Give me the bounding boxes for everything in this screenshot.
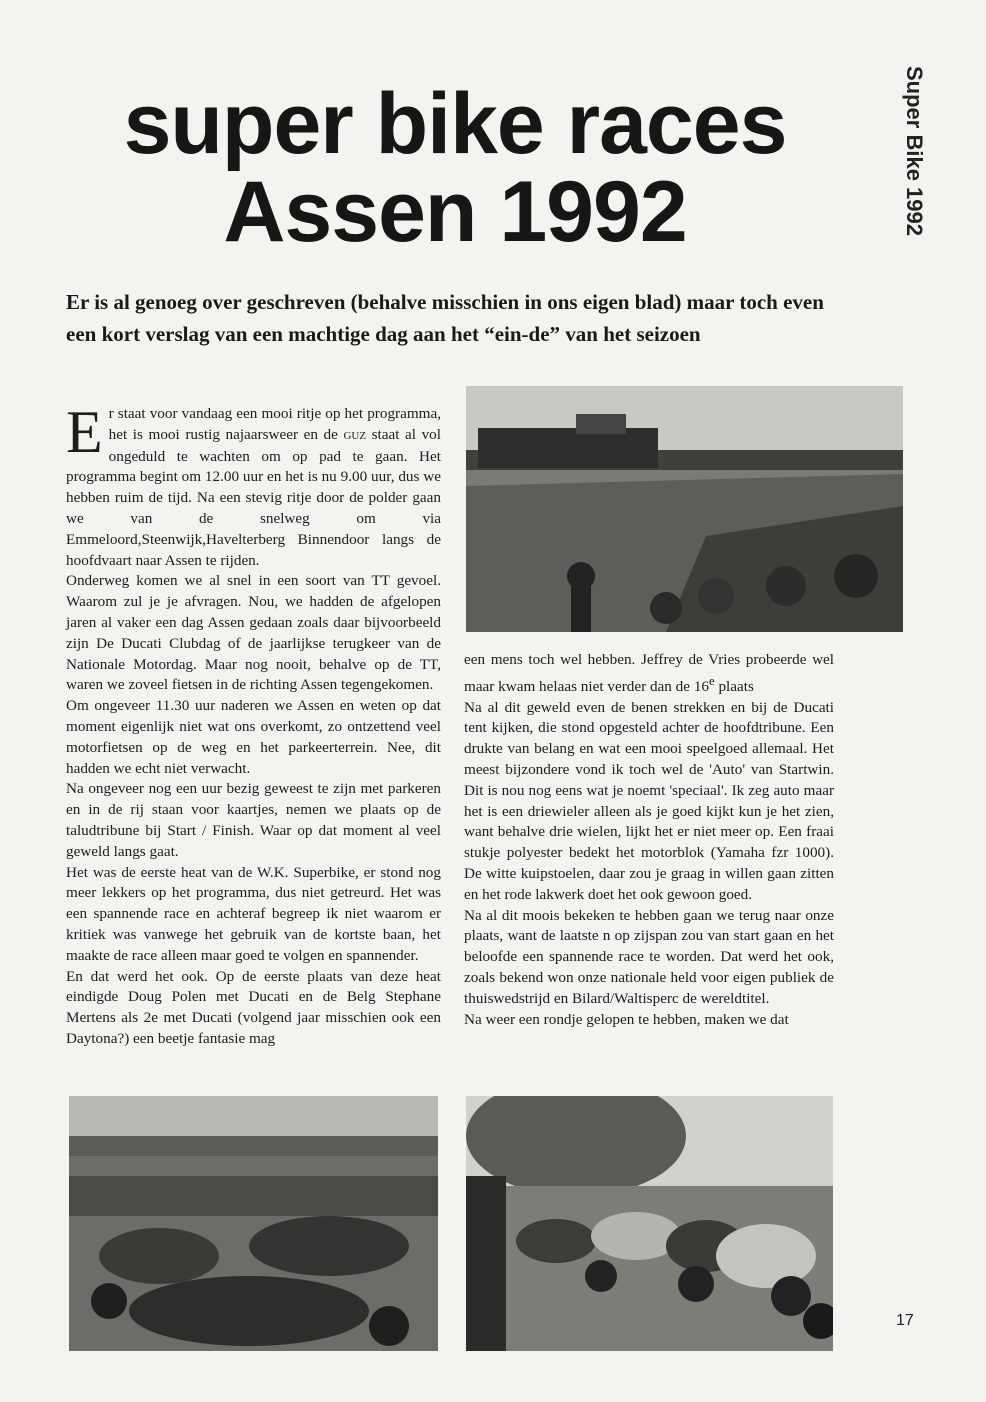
paragraph: Na al dit geweld even de benen strekken en bij de Ducati tent kijken, die stond opgesteld achter de hoofdtribune. Een drukte van belang en wat een mooi speelgoed allemaal. Het meest bijzondere vond ik toch wel de 'Auto' van Startwin. Dit is nou nog eens wat je noemt 'speciaal'. Ik zeg auto maar het is een driewieler alleen als je goed kijkt kun je het zien, want behalve drie wielen, lijkt het er niet meer op. Een fraai stukje polyester bedekt het motorblok (Yamaha fzr 1000). De witte kuipstoelen, daar zou je graag in willen gaan zitten en het rode lakwerk doet het ook gewoon goed. [464,698,834,903]
paragraph: Na ongeveer nog een uur bezig geweest te zijn met parkeren en in de rij staan voor kaartjes, nemen we plaats op de taludtribune bij Start / Finish. Waar op dat moment al veel geweld langs gaat. [66,780,441,860]
drop-cap: E [66,399,103,465]
side-label-text: Super Bike 1992 [902,66,927,236]
small-caps-text: GUZ [343,429,367,442]
photo-ducati-bikes [466,1096,833,1351]
photo-parked-motorcycles [69,1096,438,1351]
paragraph: Om ongeveer 11.30 uur naderen we Assen en weten op dat moment eigenlijk niet wat ons overkomt, zo ontzettend veel motorfietsen op de weg en het parkeerterrein. Nee, dit hadden we echt niet verwacht. [66,697,441,777]
title-line-1: super bike races [123,76,787,172]
title-line-2: Assen 1992 [223,164,687,260]
left-column [66,399,441,1050]
paragraph: een mens toch wel hebben. Jeffrey de Vries probeerde wel maar kwam helaas niet verder dan de 16e plaats [464,651,834,695]
right-column [464,650,834,1030]
paragraph: Het was de eerste heat van de W.K. Superbike, er stond nog meer lekkers op het programma, dus niet getreurd. Het was een spannende race en achteraf begreep ik niet waarom er kritiek was vanwege het gebruik van de kortste baan, het maakte de race alleen maar goed te volgen en spannender. [66,863,441,964]
paragraph: Er staat voor vandaag een mooi ritje op het programma, het is mooi rustig najaarsweer en de GUZ staat al vol ongeduld te wachten om op pad te gaan. Het programma begint om 12.00 uur en het is nu 9.00 uur, dus we hebben ruim de tijd. Na een stevig ritje door de polder gaan we van de snelweg om via Emmeloord,Steenwijk,Havelterberg Binnendoor langs de hoofdvaart naar Assen te rijden. [66,399,441,569]
side-section-label [883,66,943,306]
article-title [40,76,870,260]
paragraph: Na weer een rondje gelopen te hebben, maken we dat [464,1010,789,1028]
paragraph: En dat werd het ook. Op de eerste plaats van deze heat eindigde Doug Polen met Ducati en de Belg Stephane Mertens als 2e met Ducati (volgend jaar misschien ook een Daytona?) een beetje fantasie mag [66,967,441,1047]
article-intro: Er is al genoeg over geschreven (behalve misschien in ons eigen blad) maar toch even een kort verslag van een machtige dag aan het “ein-de” van het seizoen [66,290,824,346]
superscript: e [709,673,715,688]
page-number: 17 [896,1312,914,1329]
photo-main-grandstand [466,386,903,632]
paragraph: Onderweg komen we al snel in een soort van TT gevoel. Waarom zul je je afvragen. Nou, we hadden de afgelopen jaren al vaker een dag Assen gedaan zoals daar bijvoorbeeld zijn De Ducati Clubdag of de jaarlijkse terugkeer van de Nationale Motordag. Maar nog nooit, behalve op de TT, waren we zoveel fietsen in de richting Assen tegengekomen. [66,572,441,694]
paragraph: Na al dit moois bekeken te hebben gaan we terug naar onze plaats, want de laatste n op zijspan zou van start gaan en het beloofde een spannende race te worden. Dat werd het ook, zoals bekend won onze nationale held voor eigen publiek de thuiswedstrijd en Bilard/Waltisperc de wereldtitel. [464,906,834,1007]
